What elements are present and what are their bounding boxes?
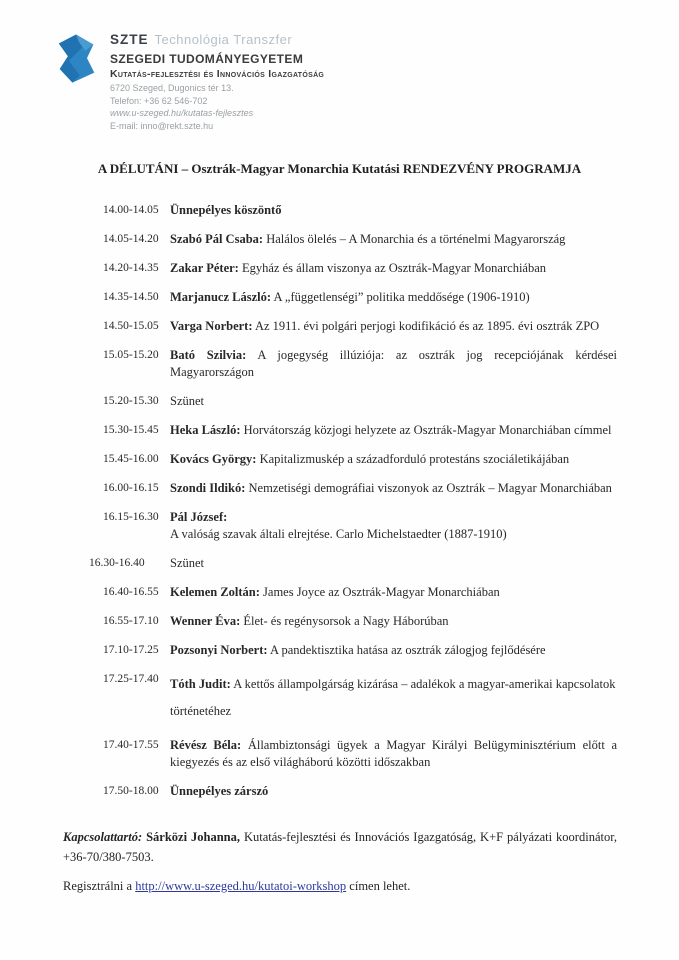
szte-logo-icon	[57, 30, 97, 91]
schedule-row	[103, 289, 617, 306]
session-title: Horvátország közjogi helyzete az Osztrák-Magyar Monarchiában címmel	[243, 422, 612, 437]
schedule-row	[103, 613, 617, 630]
speaker-name: Szondi Ildikó:	[170, 480, 246, 495]
schedule-row	[103, 480, 617, 497]
session-description	[170, 555, 617, 572]
website-line: www.u-szeged.hu/kutatas-fejlesztes	[110, 108, 254, 119]
speaker-name: Pál József:	[170, 509, 228, 524]
session-title: Szünet	[170, 555, 205, 570]
session-description	[170, 671, 617, 725]
registration-prefix: Regisztrálni a	[63, 878, 136, 893]
schedule-row	[103, 347, 617, 381]
page-title: A DÉLUTÁNI – Osztrák-Magyar Monarchia Kutatási RENDEZVÉNY PROGRAMJA	[97, 160, 582, 176]
session-title: Kapitalizmuskép a századforduló protestáns szociáletikájában	[259, 451, 570, 466]
schedule-row	[103, 318, 617, 335]
session-description	[170, 202, 617, 219]
time-slot: 16.55-17.10	[103, 614, 159, 627]
contact-label: Kapcsolattartó:	[63, 829, 143, 844]
session-description	[170, 231, 617, 248]
time-slot: 16.40-16.55	[103, 585, 159, 598]
time-slot: 15.30-15.45	[103, 423, 159, 436]
session-description	[170, 347, 617, 381]
speaker-name: Tóth Judit:	[170, 676, 231, 691]
time-slot: 14.05-14.20	[103, 232, 159, 245]
session-title: A „függetlenségi” politika meddősége (1906-1910)	[273, 289, 530, 304]
speaker-name: Bató Szilvia:	[170, 347, 247, 362]
schedule-row	[103, 393, 617, 410]
brand-division: Technológia Transzfer	[154, 32, 293, 47]
directorate-name: Kutatás-fejlesztési és Innovációs Igazgatóság	[110, 68, 325, 80]
session-description	[170, 783, 617, 800]
session-description	[170, 393, 617, 410]
schedule	[89, 202, 617, 800]
time-slot: 16.30-16.40	[89, 556, 145, 569]
session-description	[170, 289, 617, 306]
schedule-row	[103, 422, 617, 439]
time-slot: 15.45-16.00	[103, 452, 159, 465]
time-slot: 17.25-17.40	[103, 672, 159, 685]
session-title: Az 1911. évi polgári perjogi kodifikáció és az 1895. évi osztrák ZPO	[254, 318, 600, 333]
document-footer	[63, 827, 617, 896]
time-slot: 17.40-17.55	[103, 738, 159, 751]
speaker-name: Kovács György:	[170, 451, 257, 466]
time-slot: 14.00-14.05	[103, 203, 159, 216]
time-slot: 15.05-15.20	[103, 348, 159, 361]
phone-line: Telefon: +36 62 546-702	[110, 95, 208, 106]
letterhead-text	[110, 30, 324, 133]
session-description	[170, 260, 617, 277]
speaker-name: Varga Norbert:	[170, 318, 253, 333]
time-slot: 17.50-18.00	[103, 784, 159, 797]
speaker-name: Kelemen Zoltán:	[170, 584, 260, 599]
session-description	[170, 509, 617, 543]
speaker-name: Zakar Péter:	[170, 260, 239, 275]
speaker-name: Marjanucz László:	[170, 289, 272, 304]
session-description	[170, 318, 617, 335]
speaker-name: Révész Béla:	[170, 737, 242, 752]
session-description	[170, 642, 617, 659]
speaker-name: Pozsonyi Norbert:	[170, 642, 268, 657]
session-description	[170, 737, 617, 771]
time-slot: 14.50-15.05	[103, 319, 159, 332]
schedule-row	[89, 555, 617, 572]
session-title: Nemzetiségi demográfiai viszonyok az Osztrák – Magyar Monarchiában	[248, 480, 612, 495]
schedule-row	[103, 642, 617, 659]
time-slot: 16.15-16.30	[103, 510, 159, 523]
registration-link[interactable]: http://www.u-szeged.hu/kutatoi-workshop	[135, 878, 347, 893]
time-slot: 17.10-17.25	[103, 643, 159, 656]
schedule-row	[103, 671, 617, 725]
schedule-row	[103, 783, 617, 800]
session-description	[170, 613, 617, 630]
brand-line	[110, 32, 324, 47]
speaker-name: Heka László:	[170, 422, 241, 437]
schedule-row	[103, 202, 617, 219]
university-name: SZEGEDI TUDOMÁNYEGYETEM	[110, 52, 304, 66]
time-slot: 14.20-14.35	[103, 261, 159, 274]
session-description	[170, 480, 617, 497]
session-title: A kettős állampolgárság kizárása – adalékok a magyar-amerikai kapcsolatok történetéhez	[170, 676, 616, 718]
schedule-row	[103, 451, 617, 468]
registration-paragraph	[63, 876, 617, 896]
schedule-row	[103, 737, 617, 771]
time-slot: 16.00-16.15	[103, 481, 159, 494]
session-title: A pandektisztika hatása az osztrák zálogjog fejlődésére	[269, 642, 546, 657]
session-description	[170, 584, 617, 601]
session-description	[170, 422, 617, 439]
address-line: 6720 Szeged, Dugonics tér 13.	[110, 83, 234, 93]
contact-details: Kutatás-fejlesztési és Innovációs Igazgatóság, K+F pályázati koordinátor, +36-70/380-7503.	[63, 829, 618, 864]
schedule-row	[103, 231, 617, 248]
session-title: A jogegység illúziója: az osztrák jog recepciójának kérdései Magyarországon	[170, 347, 617, 379]
email-line: E-mail: inno@rekt.szte.hu	[110, 121, 214, 132]
schedule-row	[103, 509, 617, 543]
time-slot: 14.35-14.50	[103, 290, 159, 303]
brand-acronym: SZTE	[110, 32, 149, 47]
schedule-row	[103, 584, 617, 601]
session-description	[170, 451, 617, 468]
session-title: Ünnepélyes köszöntő	[170, 202, 282, 217]
registration-suffix: címen lehet.	[346, 878, 411, 893]
session-title: Halálos ölelés – A Monarchia és a történelmi Magyarország	[266, 231, 566, 246]
schedule-row	[103, 260, 617, 277]
session-title: James Joyce az Osztrák-Magyar Monarchiában	[263, 584, 500, 599]
time-slot: 15.20-15.30	[103, 394, 159, 407]
speaker-name: Szabó Pál Csaba:	[170, 231, 264, 246]
session-title: A valóság szavak általi elrejtése. Carlo Michelstaedter (1887-1910)	[170, 526, 507, 541]
contact-name: Sárközi Johanna,	[146, 829, 240, 844]
letterhead	[0, 0, 679, 133]
session-title: Élet- és regénysorsok a Nagy Háborúban	[243, 613, 449, 628]
session-title: Ünnepélyes zárszó	[170, 783, 269, 798]
contact-paragraph	[63, 827, 617, 867]
session-title: Egyház és állam viszonya az Osztrák-Magyar Monarchiában	[241, 260, 547, 275]
session-title: Szünet	[170, 393, 205, 408]
session-title: Állambiztonsági ügyek a Magyar Királyi Belügyminisztérium előtt a kiegyezés és az első világháború közötti időszakban	[170, 737, 617, 769]
speaker-name: Wenner Éva:	[170, 613, 241, 628]
